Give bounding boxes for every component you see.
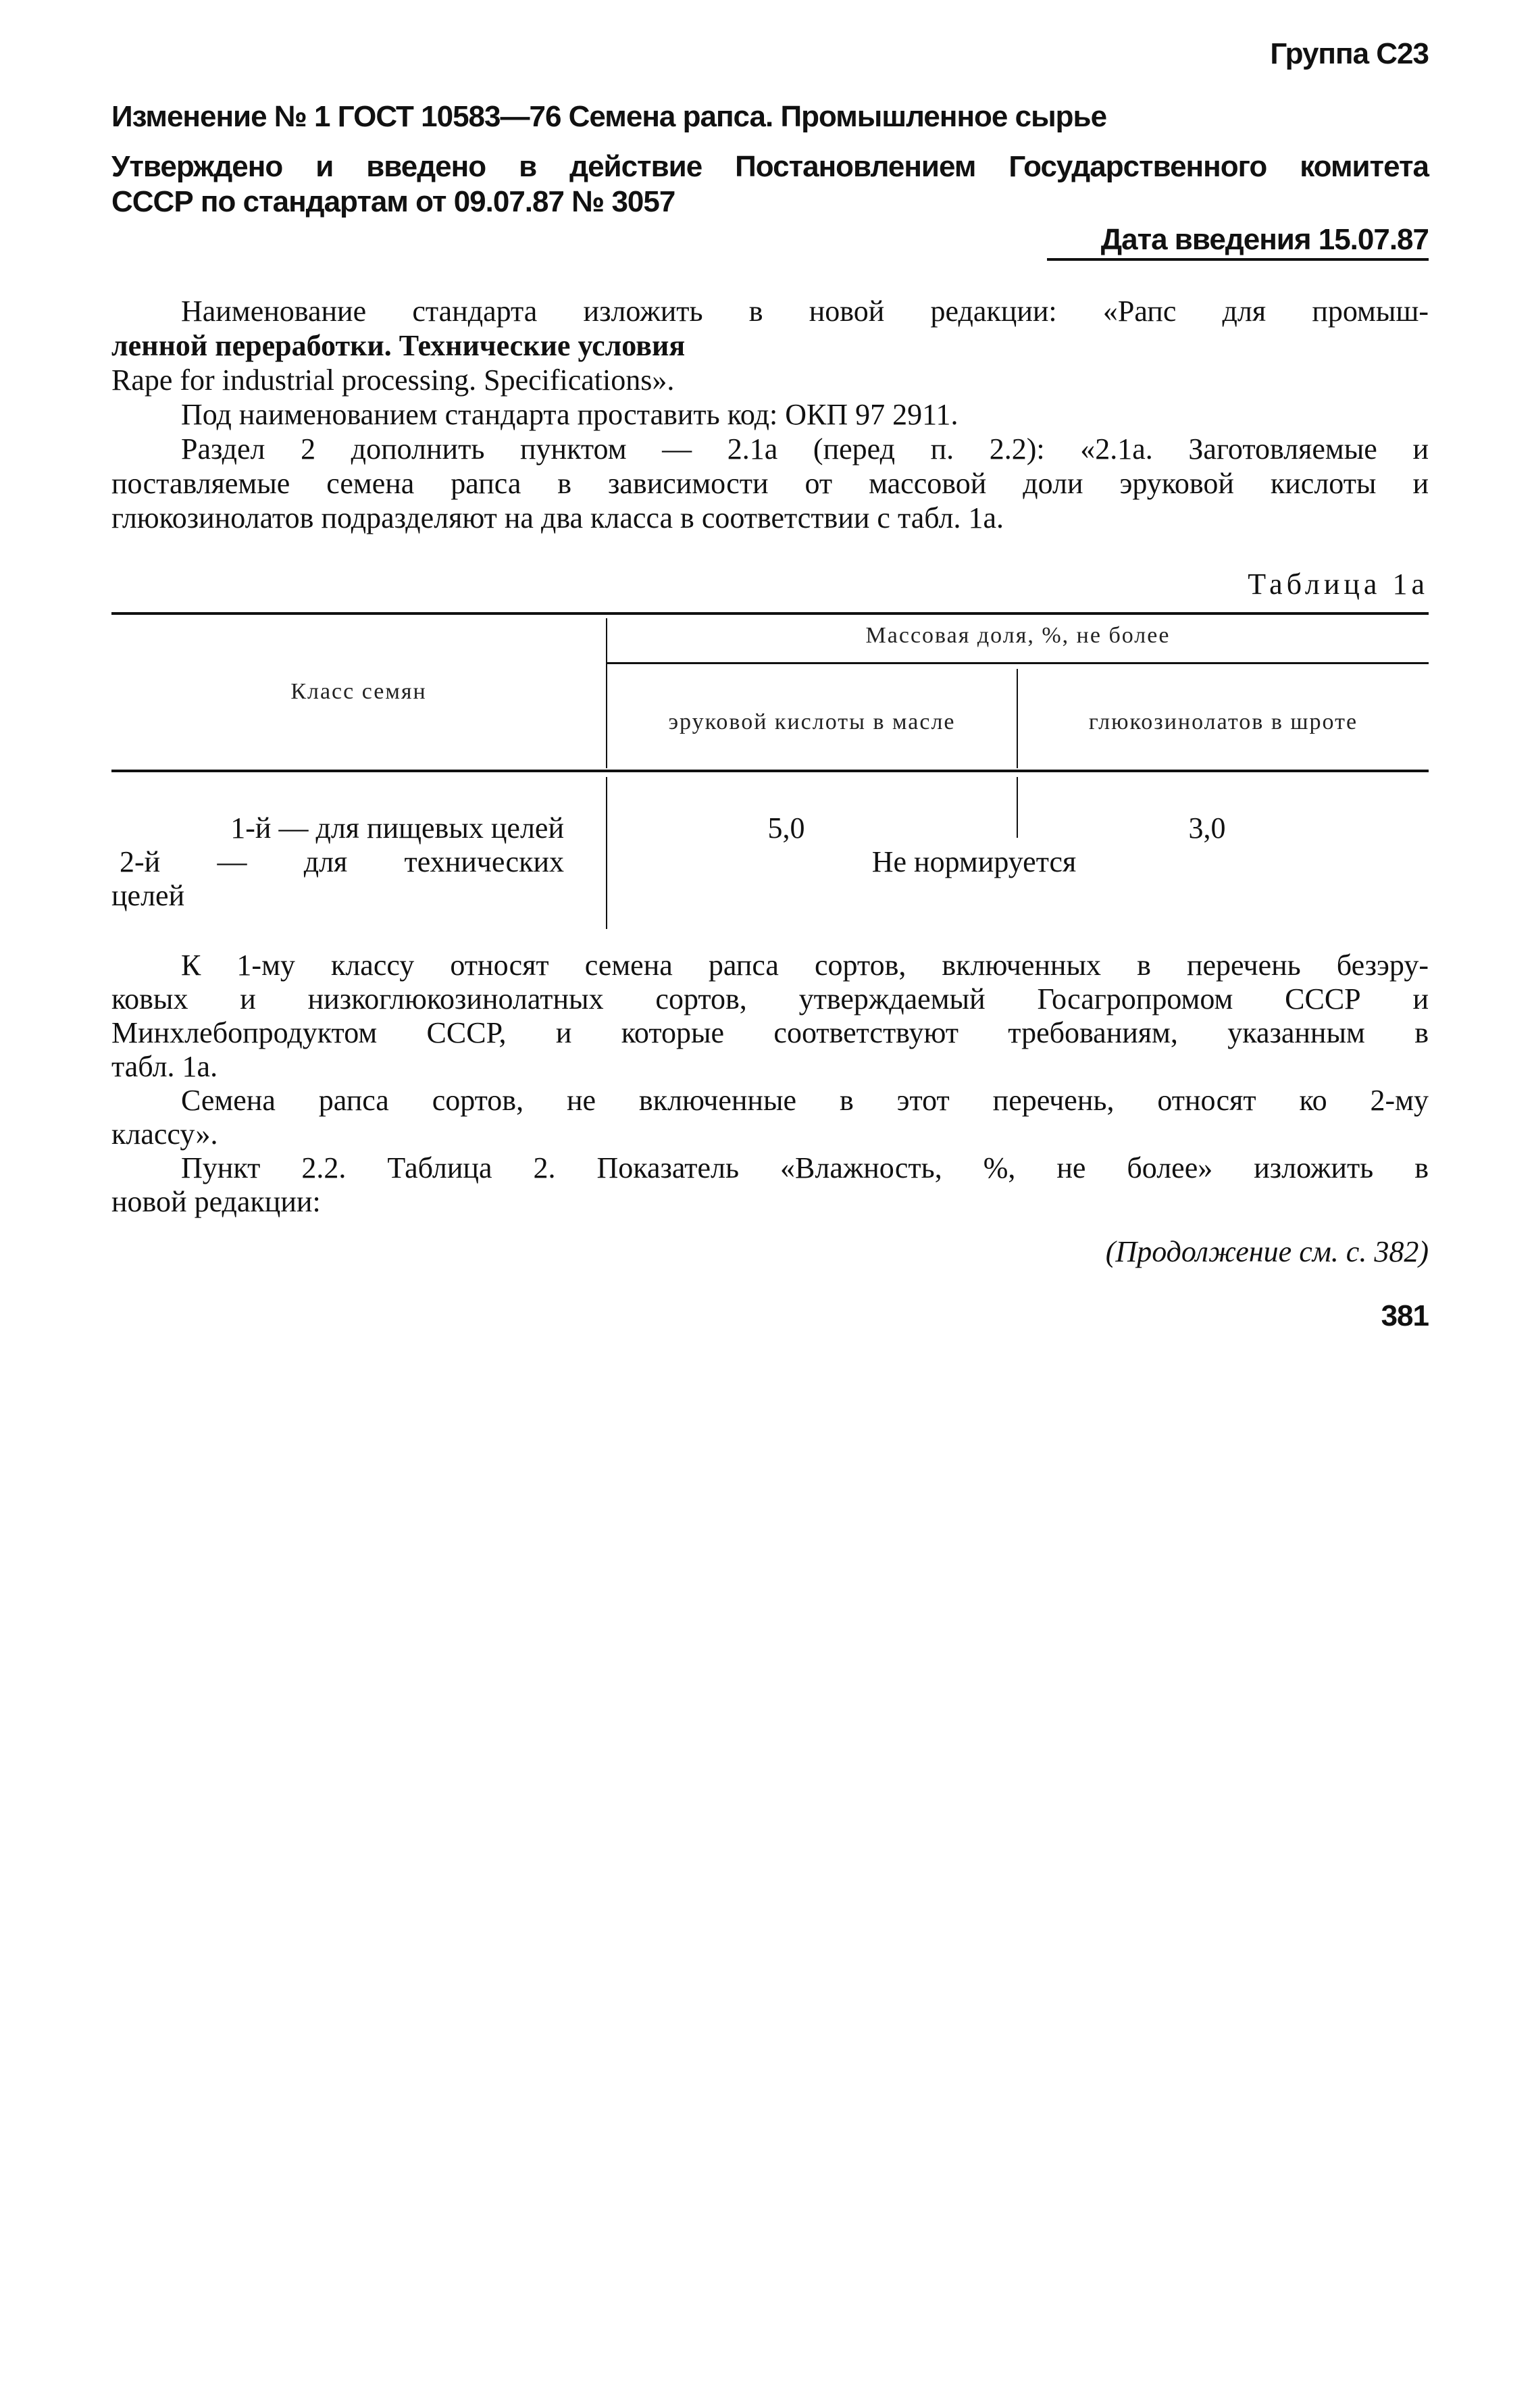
table-top-rule <box>111 612 1429 615</box>
header-class: Класс семян <box>290 679 427 704</box>
header-mass-fraction: Массовая доля, %, не более <box>865 623 1171 648</box>
intro-line: Под наименованием стандарта проставить код: ОКП 97 2911. <box>181 398 958 431</box>
header-glucosinolates: глюкозинолатов в шроте <box>1088 709 1358 734</box>
body-line: новой редакции: <box>111 1185 321 1218</box>
body-line: Минхлебопродуктом СССР, и которые соответствуют требованиям, указанным в <box>111 1016 1429 1049</box>
date-underline <box>1047 258 1429 261</box>
row-gluco: 3,0 <box>1188 811 1226 845</box>
document-title: Изменение № 1 ГОСТ 10583—76 Семена рапса. Промышленное сырье <box>111 100 1107 133</box>
header-erucic: эруковой кислоты в масле <box>668 709 956 734</box>
page-number: 381 <box>1381 1299 1429 1332</box>
effective-date: Дата введения 15.07.87 <box>1100 223 1429 256</box>
intro-line: ленной переработки. Технические условия <box>111 329 686 362</box>
intro-line: Rape for industrial processing. Specifications». <box>111 363 675 397</box>
body-line: классу». <box>111 1118 218 1151</box>
body-line: К 1-му классу относят семена рапса сортов, включенных в перечень безэру- <box>181 949 1429 982</box>
approval-line-1: Утверждено и введено в действие Постановлением Государственного комитета <box>111 150 1429 183</box>
table-header-bottom-rule <box>111 770 1429 772</box>
row-class: 2-й — для технических <box>120 845 564 878</box>
body-line: Пункт 2.2. Таблица 2. Показатель «Влажность, %, не более» изложить в <box>181 1151 1429 1184</box>
intro-line: поставляемые семена рапса в зависимости от массовой доли эруковой кислоты и <box>111 467 1429 500</box>
body-line: Семена рапса сортов, не включенные в этот перечень, относят ко 2-му <box>181 1084 1429 1117</box>
body-line: ковых и низкоглюкозинолатных сортов, утверждаемый Госагропромом СССР и <box>111 982 1429 1015</box>
intro-line: глюкозинолатов подразделяют на два класса в соответствии с табл. 1а. <box>111 501 1004 534</box>
approval-line-2: СССР по стандартам от 09.07.87 № 3057 <box>111 185 675 218</box>
row-merged-value: Не нормируется <box>871 845 1077 878</box>
group-code: Группа С23 <box>1270 37 1429 70</box>
table-subheader-rule <box>607 662 1429 664</box>
intro-line: Наименование стандарта изложить в новой редакции: «Рапс для промыш- <box>181 295 1429 328</box>
row-erucic: 5,0 <box>767 811 805 845</box>
row-class: 1-й — для пищевых целей <box>230 811 564 845</box>
table-caption: Таблица 1а <box>1248 568 1429 601</box>
body-line: табл. 1а. <box>111 1050 218 1083</box>
continued-note: (Продолжение см. с. 382) <box>1105 1235 1429 1268</box>
intro-line: Раздел 2 дополнить пунктом — 2.1а (перед п. 2.2): «2.1а. Заготовляемые и <box>181 432 1429 466</box>
row-class: целей <box>111 879 185 912</box>
